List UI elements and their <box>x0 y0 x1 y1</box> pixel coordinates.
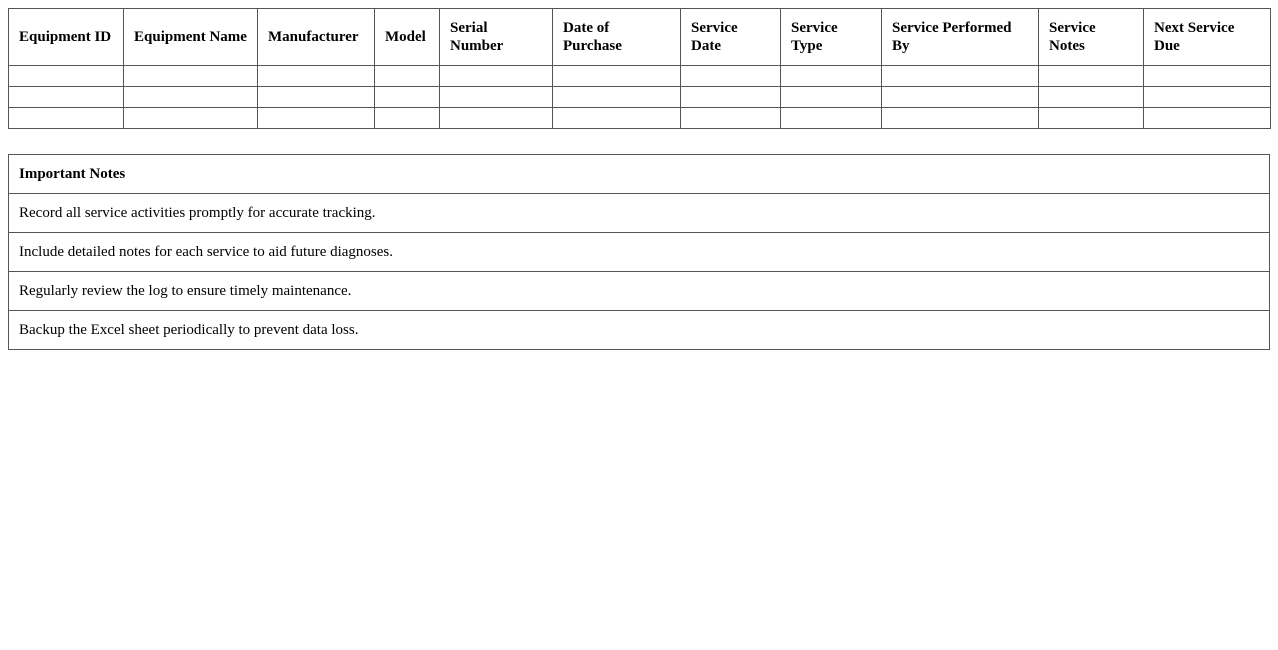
table-cell[interactable] <box>681 66 781 87</box>
table-cell[interactable] <box>781 87 882 108</box>
table-row <box>9 108 1271 129</box>
note-row <box>9 272 1270 311</box>
column-header-serial-number: Serial Number <box>440 9 553 66</box>
table-cell[interactable] <box>124 108 258 129</box>
important-notes-table <box>8 154 1270 350</box>
column-header-service-type: Service Type <box>781 9 882 66</box>
table-cell[interactable] <box>1144 87 1271 108</box>
column-header-service-notes: Service Notes <box>1039 9 1144 66</box>
column-header-model: Model <box>375 9 440 66</box>
table-cell[interactable] <box>1039 87 1144 108</box>
table-cell[interactable] <box>553 87 681 108</box>
table-row <box>9 87 1271 108</box>
column-header-service-date: Service Date <box>681 9 781 66</box>
note-row <box>9 233 1270 272</box>
note-item: Record all service activities promptly for accurate tracking. <box>9 194 1270 233</box>
table-cell[interactable] <box>258 87 375 108</box>
note-item: Backup the Excel sheet periodically to prevent data loss. <box>9 311 1270 350</box>
note-item: Include detailed notes for each service to aid future diagnoses. <box>9 233 1270 272</box>
table-cell[interactable] <box>882 66 1039 87</box>
table-cell[interactable] <box>440 66 553 87</box>
table-cell[interactable] <box>440 87 553 108</box>
table-cell[interactable] <box>681 108 781 129</box>
column-header-manufacturer: Manufacturer <box>258 9 375 66</box>
table-cell[interactable] <box>258 108 375 129</box>
table-cell[interactable] <box>375 87 440 108</box>
column-header-equipment-id: Equipment ID <box>9 9 124 66</box>
table-cell[interactable] <box>1144 108 1271 129</box>
table-body <box>9 66 1271 129</box>
column-header-next-service-due: Next Service Due <box>1144 9 1271 66</box>
table-cell[interactable] <box>1039 66 1144 87</box>
table-cell[interactable] <box>781 108 882 129</box>
table-cell[interactable] <box>9 66 124 87</box>
table-cell[interactable] <box>9 87 124 108</box>
notes-heading-row <box>9 155 1270 194</box>
note-row <box>9 194 1270 233</box>
table-cell[interactable] <box>681 87 781 108</box>
table-cell[interactable] <box>375 108 440 129</box>
table-cell[interactable] <box>1039 108 1144 129</box>
notes-heading: Important Notes <box>9 155 1270 194</box>
table-cell[interactable] <box>553 108 681 129</box>
column-header-equipment-name: Equipment Name <box>124 9 258 66</box>
note-item: Regularly review the log to ensure timely maintenance. <box>9 272 1270 311</box>
column-header-service-performed-by: Service Performed By <box>882 9 1039 66</box>
table-row <box>9 66 1271 87</box>
table-cell[interactable] <box>440 108 553 129</box>
table-cell[interactable] <box>258 66 375 87</box>
table-cell[interactable] <box>124 66 258 87</box>
table-cell[interactable] <box>124 87 258 108</box>
table-header-row <box>9 9 1271 66</box>
table-cell[interactable] <box>882 108 1039 129</box>
table-cell[interactable] <box>9 108 124 129</box>
table-cell[interactable] <box>1144 66 1271 87</box>
table-cell[interactable] <box>553 66 681 87</box>
table-cell[interactable] <box>375 66 440 87</box>
column-header-date-of-purchase: Date of Purchase <box>553 9 681 66</box>
table-cell[interactable] <box>882 87 1039 108</box>
note-row <box>9 311 1270 350</box>
table-cell[interactable] <box>781 66 882 87</box>
equipment-service-log-table <box>8 8 1271 129</box>
